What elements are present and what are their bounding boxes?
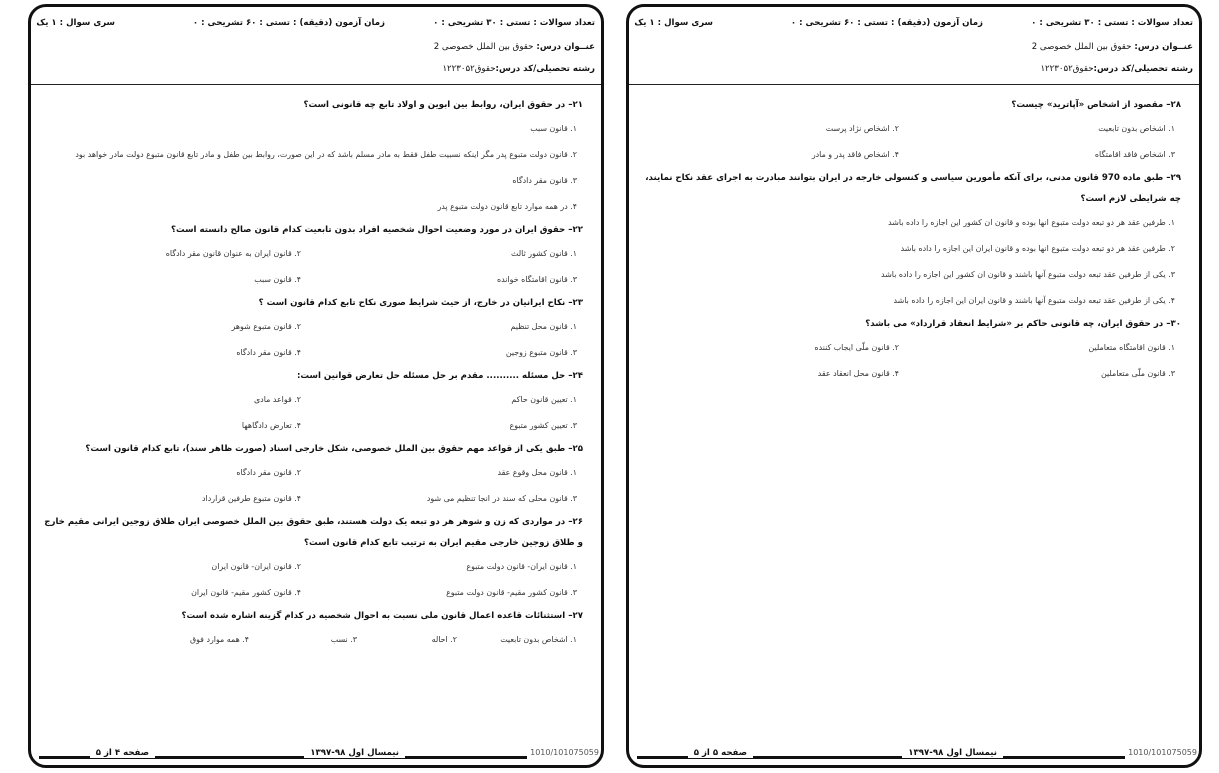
option[interactable]: ۲. قانون ملّی ایجاب کننده	[814, 343, 899, 352]
question-title: ۲۸– مقصود از اشخاص «آپاترید» چیست؟	[1011, 100, 1181, 110]
option[interactable]: ۳. تعیین کشور متبوع	[509, 421, 577, 430]
option[interactable]: ۴. قانون سبب	[254, 275, 301, 284]
option[interactable]: ۱. طرفین عقد هر دو تبعه دولت متبوع انها بوده و قانون ان کشور این اجازه را داده باشد	[888, 218, 1175, 227]
question-25	[37, 439, 583, 512]
term-label: نیمسال اول ۹۸-۱۳۹۷	[304, 748, 405, 758]
exam-time: زمان آزمون (دقیقه) : تستی : ۶۰ تشریحی : ۰	[790, 18, 983, 28]
question-30	[635, 314, 1181, 387]
option[interactable]: ۳. قانون ملّی متعاملین	[1101, 369, 1175, 378]
question-21	[37, 95, 583, 220]
option[interactable]: ۲. احاله	[431, 635, 457, 644]
option[interactable]: ۳. نسب	[330, 635, 357, 644]
option[interactable]: ۱. اشخاص بدون تابعیت	[1098, 124, 1175, 133]
option[interactable]: ۲. قانون دولت متبوع پدر مگر اینکه نسبیت طفل فقط به مادر مسلم باشد که در این صورت، روابط بین طفل و مادر تابع قانون متبوع دولت مادر خواهد بود	[75, 150, 577, 159]
option[interactable]: ۲. قواعد مادی	[254, 395, 301, 404]
page-number: صفحه ۴ از ۵	[90, 748, 155, 758]
option[interactable]: ۳. قانون اقامتگاه خوانده	[496, 275, 577, 284]
option[interactable]: ۴. قانون کشور مقیم- قانون ایران	[191, 588, 301, 597]
exam-code: 1010/101075059	[1128, 748, 1197, 757]
question-title: ۲۲– حقوق ایران در مورد وضعیت احوال شخصیه افراد بدون تابعیت کدام قانون صالح دانسته است؟	[171, 225, 583, 235]
exam-header	[31, 7, 601, 85]
term-label: نیمسال اول ۹۸-۱۳۹۷	[902, 748, 1003, 758]
course-title: عنــوان درس: حقوق بین الملل خصوصی 2	[1031, 42, 1193, 52]
option[interactable]: ۳. قانون مقر دادگاه	[512, 176, 577, 185]
page-number: صفحه ۵ از ۵	[688, 748, 753, 758]
question-title: ۲۱– در حقوق ایران، روابط بین ابوین و اولاد تابع چه قانونی است؟	[303, 100, 583, 110]
exam-code: 1010/101075059	[530, 748, 599, 757]
option[interactable]: ۱. اشخاص بدون تابعیت	[500, 635, 577, 644]
option[interactable]: ۴. قانون متبوع طرفین قرارداد	[202, 494, 301, 503]
question-title: ۲۹– طبق ماده 970 قانون مدنی، برای آنکه مأمورین سیاسی و کنسولی خارجه در ایران بتوانند مبادرت به اجرای عقد نکاح نمایند، چه شرایطی لازم است؟	[645, 173, 1181, 204]
exam-time: زمان آزمون (دقیقه) : تستی : ۶۰ تشریحی : ۰	[192, 18, 385, 28]
option[interactable]: ۱. تعیین قانون حاکم	[511, 395, 577, 404]
option[interactable]: ۴. اشخاص فاقد پدر و مادر	[811, 150, 899, 159]
option[interactable]: ۳. قانون محلی که سند در انجا تنظیم می شود	[426, 494, 577, 503]
field-code: رشته تحصیلی/کد درس:حقوق۱۲۲۳۰۵۲	[442, 64, 595, 74]
page-footer	[31, 745, 601, 765]
option[interactable]: ۲. قانون ایران- قانون ایران	[211, 562, 301, 571]
questions-area	[37, 95, 583, 653]
option[interactable]: ۴. قانون مقر دادگاه	[236, 348, 301, 357]
option[interactable]: ۲. طرفین عقد هر دو تبعه دولت متبوع انها بوده و قانون ایران این اجازه را داده باشد	[900, 244, 1175, 253]
field-code: رشته تحصیلی/کد درس:حقوق۱۲۲۳۰۵۲	[1040, 64, 1193, 74]
question-title: ۲۷– استثنائات قاعده اعمال قانون ملی نسبت به احوال شخصیه در کدام گزینه اشاره شده است؟	[181, 611, 583, 621]
option[interactable]: ۲. قانون متبوع شوهر	[231, 322, 301, 331]
question-22	[37, 220, 583, 293]
course-title: عنــوان درس: حقوق بین الملل خصوصی 2	[433, 42, 595, 52]
option[interactable]: ۴. همه موارد فوق	[189, 635, 249, 644]
question-title: ۲۶– در مواردی که زن و شوهر هر دو تبعه یک دولت هستند، طبق حقوق بین الملل خصوصی ایران طلاق زوجین ایرانی مقیم خارج و طلاق زوجین خارجی مقیم ایران به ترتیب تابع کدام قانون است؟	[44, 517, 583, 548]
exam-header	[629, 7, 1199, 85]
question-series: سری سوال : ۱ یک	[634, 18, 713, 28]
exam-page-5	[626, 4, 1202, 768]
question-26	[37, 512, 583, 606]
question-28	[635, 95, 1181, 168]
option[interactable]: ۴. قانون محل انعقاد عقد	[817, 369, 899, 378]
option[interactable]: ۱. قانون کشور ثالث	[511, 249, 577, 258]
option[interactable]: ۲. اشخاص نژاد پرست	[825, 124, 899, 133]
question-count: تعداد سوالات : تستی : ۳۰ تشریحی : ۰	[1031, 18, 1193, 28]
option[interactable]: ۳. اشخاص فاقد اقامتگاه	[1094, 150, 1175, 159]
option[interactable]: ۱. قانون سبب	[530, 124, 577, 133]
option[interactable]: ۳. قانون متبوع زوجین	[505, 348, 577, 357]
option[interactable]: ۱. قانون محل تنظیم	[510, 322, 577, 331]
option[interactable]: ۱. قانون اقامتگاه متعاملین	[1088, 343, 1175, 352]
question-27	[37, 606, 583, 653]
question-title: ۲۴– حل مسئله .......... مقدم بر حل مسئله حل تعارض قوانین است:	[296, 371, 583, 381]
option[interactable]: ۲. قانون مقر دادگاه	[236, 468, 301, 477]
questions-area	[635, 95, 1181, 387]
option[interactable]: ۴. در همه موارد تابع قانون دولت متبوع پدر	[437, 202, 577, 211]
question-title: ۳۰– در حقوق ایران، چه قانونی حاکم بر «شرایط انعقاد قرارداد» می باشد؟	[865, 319, 1181, 329]
option[interactable]: ۴. تعارض دادگاهها	[241, 421, 301, 430]
question-title: ۲۳– نکاح ایرانیان در خارج، از حیث شرایط صوری نکاح تابع کدام قانون است ؟	[258, 298, 583, 308]
option[interactable]: ۱. قانون ایران- قانون دولت متبوع	[466, 562, 577, 571]
option[interactable]: ۲. قانون ایران به عنوان قانون مقر دادگاه	[165, 249, 301, 258]
option[interactable]: ۳. قانون کشور مقیم- قانون دولت متبوع	[446, 588, 577, 597]
page-footer	[629, 745, 1199, 765]
question-29	[635, 168, 1181, 314]
question-series: سری سوال : ۱ یک	[36, 18, 115, 28]
option[interactable]: ۱. قانون محل وقوع عقد	[497, 468, 577, 477]
question-23	[37, 293, 583, 366]
exam-page-4	[28, 4, 604, 768]
option[interactable]: ۴. یکی از طرفین عقد تبعه دولت متبوع آنها باشند و قانون ایران این اجازه را داده باشد	[893, 296, 1175, 305]
question-title: ۲۵– طبق یکی از قواعد مهم حقوق بین الملل خصوصی، شکل خارجی اسناد (صورت ظاهر سند)، تابع کدام قانون است؟	[85, 444, 583, 454]
option[interactable]: ۳. یکی از طرفین عقد تبعه دولت متبوع آنها باشند و قانون ان کشور این اجازه را داده باشد	[881, 270, 1175, 279]
question-24	[37, 366, 583, 439]
question-count: تعداد سوالات : تستی : ۳۰ تشریحی : ۰	[433, 18, 595, 28]
